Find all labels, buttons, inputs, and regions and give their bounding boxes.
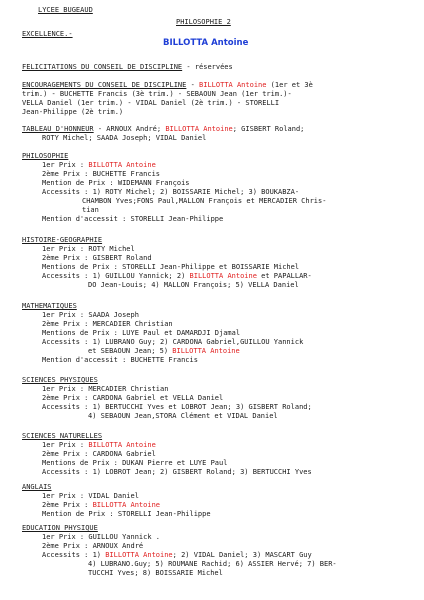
naturelles-prix1-name: BILLOTTA Antoine xyxy=(88,441,156,449)
education-title: EDUCATION PHYSIQUE xyxy=(22,524,98,532)
anglais-prix2-label: 2ème Prix : xyxy=(42,501,93,509)
class-title: PHILOSOPHIE 2 xyxy=(176,18,231,26)
physiques-accessits-cont: 4) SEBAOUN Jean,STORA Clément et VIDAL Daniel xyxy=(88,412,278,420)
physiques-prix2: 2ème Prix : CARDONA Gabriel et VELLA Daniel xyxy=(42,394,224,402)
mathematiques-accessits: Accessits : 1) LUBRANO Guy; 2) CARDONA Gabriel,GUILLOU Yannick xyxy=(42,338,304,346)
tableau-highlight: BILLOTTA Antoine xyxy=(165,125,233,133)
tableau-section xyxy=(22,125,417,143)
philosophie-accessits-cont2: tian xyxy=(82,206,99,214)
encouragements-line2: trim.) - BUCHETTE Francis (3è trim.) - SEBAOUN Jean (1er trim.)- xyxy=(22,90,292,98)
histoire-section xyxy=(22,236,417,290)
mathematiques-section xyxy=(22,302,417,365)
mathematiques-prix1: 1er Prix : SAADA Joseph xyxy=(42,311,139,319)
anglais-prix1: 1er Prix : VIDAL Daniel xyxy=(42,492,139,500)
encouragements-line3: VELLA Daniel (1er trim.) - VIDAL Daniel (2è trim.) - STORELLI xyxy=(22,99,280,107)
mathematiques-mention-accessit: Mention d'accessit : BUCHETTE Francis xyxy=(42,356,198,364)
philosophie-title: PHILOSOPHIE xyxy=(22,152,69,160)
encouragements-line4: Jean-Philippe (2è trim.) xyxy=(22,108,124,116)
education-section xyxy=(22,524,417,578)
tableau-line2: ROTY Michel; SAADA Joseph; VIDAL Daniel xyxy=(42,134,207,142)
philosophie-section xyxy=(22,152,417,224)
histoire-accessits-cont: DO Jean-Louis; 4) MALLON François; 5) VELLA Daniel xyxy=(88,281,299,289)
education-prix2: 2ème Prix : ARNOUX André xyxy=(42,542,144,550)
philosophie-prix1-label: 1er Prix : xyxy=(42,161,89,169)
encouragements-section xyxy=(22,81,417,117)
mathematiques-accessits-cont: et SEBAOUN Jean; 5) xyxy=(88,347,173,355)
naturelles-section xyxy=(22,432,417,477)
felicitations-text: - réservées xyxy=(182,63,233,71)
education-accessits-cont2: TUCCHI Yves; 8) BOISSARIE Michel xyxy=(88,569,223,577)
naturelles-title: SCIENCES NATURELLES xyxy=(22,432,103,440)
anglais-section xyxy=(22,483,417,519)
mathematiques-mentions: Mentions de Prix : LUYE Paul et DAMARDJI Djamal xyxy=(42,329,241,337)
physiques-prix1: 1er Prix : MERCADIER Christian xyxy=(42,385,169,393)
anglais-title: ANGLAIS xyxy=(22,483,52,491)
tableau-line1-pre: - ARNOUX André; xyxy=(93,125,166,133)
histoire-accessits-post: et PAPALLAR- xyxy=(256,272,312,280)
mathematiques-title: MATHEMATIQUES xyxy=(22,302,77,310)
naturelles-prix2: 2ème Prix : CARDONA Gabriel xyxy=(42,450,156,458)
encouragements-line1-post: (1er et 3è xyxy=(266,81,313,89)
physiques-section xyxy=(22,376,417,421)
philosophie-prix2: 2ème Prix : BUCHETTE Francis xyxy=(42,170,161,178)
philosophie-accessits-cont: CHAMBON Yves;FONS Paul,MALLON François et MERCADIER Chris- xyxy=(82,197,327,205)
mathematiques-prix2: 2ème Prix : MERCADIER Christian xyxy=(42,320,173,328)
excellence-label: EXCELLENCE.- xyxy=(22,30,73,38)
physiques-title: SCIENCES PHYSIQUES xyxy=(22,376,98,384)
excellence-name: BILLOTTA Antoine xyxy=(163,38,249,48)
tableau-line1-post: ; GISBERT Roland; xyxy=(232,125,305,133)
histoire-accessits-highlight: BILLOTTA Antoine xyxy=(189,272,257,280)
naturelles-mentions: Mentions de Prix : DUKAN Pierre et LUYE Paul xyxy=(42,459,228,467)
encouragements-highlight: BILLOTTA Antoine xyxy=(199,81,267,89)
philosophie-accessits: Accessits : 1) ROTY Michel; 2) BOISSARIE Michel; 3) BOUKABZA- xyxy=(42,188,300,196)
felicitations-section xyxy=(22,63,417,72)
anglais-mention: Mention de Prix : STORELLI Jean-Philippe xyxy=(42,510,211,518)
education-prix1: 1er Prix : GUILLOU Yannick . xyxy=(42,533,161,541)
histoire-mentions: Mentions de Prix : STORELLI Jean-Philippe et BOISSARIE Michel xyxy=(42,263,300,271)
philosophie-prix1-name: BILLOTTA Antoine xyxy=(88,161,156,169)
tableau-title: TABLEAU D'HONNEUR xyxy=(22,125,94,133)
philosophie-mention-accessit: Mention d'accessit : STORELLI Jean-Philippe xyxy=(42,215,224,223)
encouragements-line1-pre: - xyxy=(186,81,200,89)
histoire-title: HISTOIRE-GEOGRAPHIE xyxy=(22,236,103,244)
physiques-accessits: Accessits : 1) BERTUCCHI Yves et LOBROT Jean; 3) GISBERT Roland; xyxy=(42,403,312,411)
education-accessits-highlight: BILLOTTA Antoine xyxy=(105,551,173,559)
mathematiques-accessits-highlight: BILLOTTA Antoine xyxy=(172,347,240,355)
naturelles-accessits: Accessits : 1) LOBROT Jean; 2) GISBERT Roland; 3) BERTUCCHI Yves xyxy=(42,468,312,476)
histoire-accessits-pre: Accessits : 1) GUILLOU Yannick; 2) xyxy=(42,272,190,280)
histoire-prix2: 2ème Prix : GISBERT Roland xyxy=(42,254,152,262)
felicitations-title: FELICITATIONS DU CONSEIL DE DISCIPLINE xyxy=(22,63,183,71)
education-accessits-pre: Accessits : 1) xyxy=(42,551,106,559)
education-accessits-cont: 4) LUBRANO.Guy; 5) ROUMANE Rachid; 6) ASSIER Hervé; 7) BER- xyxy=(88,560,337,568)
school-name: LYCEE BUGEAUD xyxy=(38,6,93,14)
anglais-prix2-name: BILLOTTA Antoine xyxy=(92,501,161,509)
encouragements-title: ENCOURAGEMENTS DU CONSEIL DE DISCIPLINE xyxy=(22,81,187,89)
naturelles-prix1-label: 1er Prix : xyxy=(42,441,89,449)
histoire-prix1: 1er Prix : ROTY Michel xyxy=(42,245,135,253)
philosophie-mention: Mention de Prix : WIDEMANN François xyxy=(42,179,190,187)
education-accessits-post: ; 2) VIDAL Daniel; 3) MASCART Guy xyxy=(172,551,312,559)
